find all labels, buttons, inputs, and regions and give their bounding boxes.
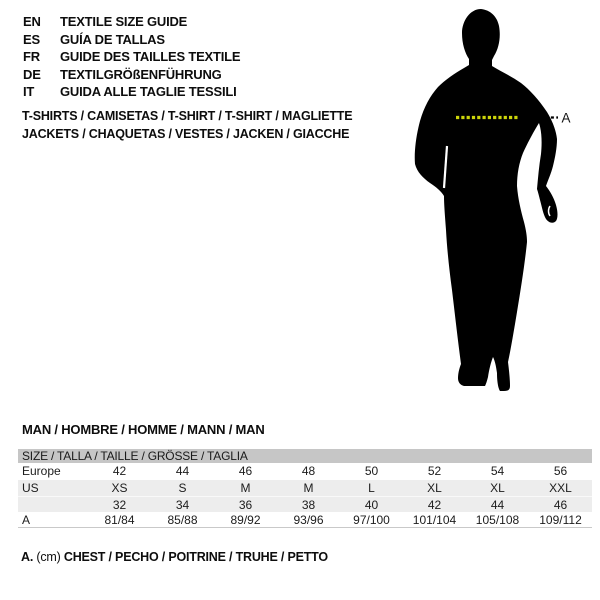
table-row-us-numeric: [18, 496, 592, 512]
category-line-tshirts: T-SHIRTS / CAMISETAS / T-SHIRT / T-SHIRT / MAGLIETTE: [22, 109, 353, 123]
table-cell: 46: [553, 498, 568, 512]
table-cell: 32: [112, 498, 127, 512]
table-row-us: [18, 480, 592, 496]
measure-footnote: [21, 550, 328, 564]
table-cell: 93/96: [293, 513, 324, 527]
table-row-chest-measure: [18, 512, 592, 528]
table-cell: XL: [427, 481, 442, 495]
language-label: GUIDA ALLE TAGLIE TESSILI: [60, 84, 237, 100]
table-cell: M: [240, 481, 251, 495]
row-label: A: [22, 513, 31, 527]
table-cell: 38: [301, 498, 316, 512]
man-silhouette: [415, 9, 558, 391]
language-code: IT: [23, 84, 35, 100]
language-row-it: [23, 83, 240, 101]
category-line-jackets: JACKETS / CHAQUETAS / VESTES / JACKEN / GIACCHE: [22, 126, 350, 141]
man-silhouette-figure: [398, 0, 578, 400]
language-label: TEXTILE SIZE GUIDE: [60, 14, 188, 30]
table-row-europe: [18, 463, 592, 480]
table-cell: 97/100: [353, 513, 390, 527]
language-row-fr: [23, 48, 240, 66]
row-label: Europe: [22, 464, 61, 478]
language-row-es: [23, 31, 240, 49]
gender-section-title: MAN / HOMBRE / HOMME / MANN / MAN: [22, 422, 265, 437]
table-cell: S: [178, 481, 187, 495]
table-cell: XS: [111, 481, 128, 495]
footnote-unit: (cm): [36, 550, 61, 564]
table-cell: 52: [427, 464, 442, 478]
language-code: EN: [23, 14, 41, 30]
language-code: ES: [23, 31, 40, 47]
table-cell: L: [368, 481, 375, 495]
table-cell: 85/88: [167, 513, 198, 527]
footnote-text: CHEST / PECHO / POITRINE / TRUHE / PETTO: [63, 550, 328, 564]
language-row-de: [23, 66, 240, 84]
table-cell: 81/84: [104, 513, 135, 527]
row-label: [18, 497, 88, 512]
table-cell: XL: [490, 481, 505, 495]
language-label: GUÍA DE TALLAS: [60, 31, 165, 47]
table-cell: 42: [112, 464, 127, 478]
table-cell: 89/92: [230, 513, 261, 527]
table-cell: 105/108: [475, 513, 520, 527]
table-cell: 36: [238, 498, 253, 512]
table-cell: 109/112: [539, 513, 582, 527]
table-cell: 44: [490, 498, 505, 512]
language-label: GUIDE DES TAILLES TEXTILE: [60, 49, 241, 65]
language-code: FR: [23, 49, 40, 65]
table-cell: 34: [175, 498, 190, 512]
table-cell: 101/104: [412, 513, 457, 527]
row-label: US: [22, 481, 39, 495]
language-list: [23, 13, 240, 101]
size-table-header: SIZE / TALLA / TAILLE / GRÖSSE / TAGLIA: [18, 449, 592, 463]
table-cell: 54: [490, 464, 505, 478]
language-label: TEXTILGRÖßENFÜHRUNG: [60, 66, 222, 82]
table-cell: 40: [364, 498, 379, 512]
size-table: [18, 449, 592, 528]
table-cell: XXL: [549, 481, 572, 495]
table-cell: 48: [301, 464, 316, 478]
table-cell: 44: [175, 464, 190, 478]
language-row-en: [23, 13, 240, 31]
language-code: DE: [23, 66, 41, 82]
table-cell: 46: [238, 464, 253, 478]
table-cell: 56: [553, 464, 568, 478]
table-cell: M: [303, 481, 314, 495]
category-list: [22, 108, 352, 143]
footnote-measure-letter: A.: [21, 550, 34, 564]
table-cell: 50: [364, 464, 379, 478]
table-cell: 42: [427, 498, 442, 512]
chest-measure-label: A: [561, 110, 571, 126]
